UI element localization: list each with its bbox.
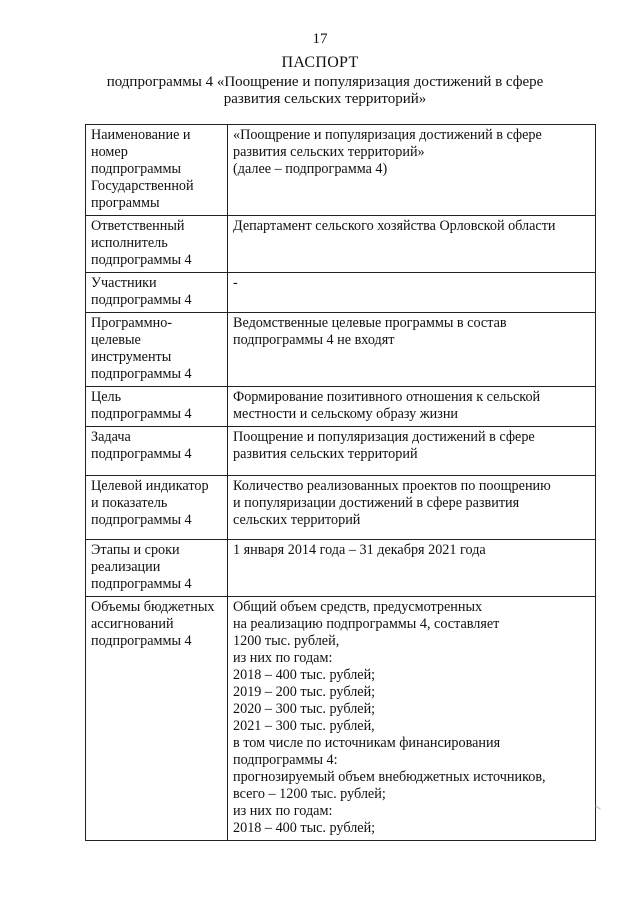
row-value-line: Общий объем средств, предусмотренных [233,599,483,615]
row-label-cell [86,273,228,313]
row-label-cell [86,387,228,427]
row-value-line: Количество реализованных проектов по поощрению [233,478,551,494]
subtitle-line: развития сельских территорий» [223,91,427,107]
row-value-cell [228,387,596,427]
row-value-line: в том числе по источникам финансирования [233,735,501,751]
row-value-line: Формирование позитивного отношения к сельской [233,389,541,405]
row-value-cell [228,216,596,273]
row-label-line: Задача [91,429,131,445]
row-label-line: Ответственный [91,218,185,234]
row-label-line: подпрограммы 4 [91,512,192,528]
row-label-line: Цель [91,389,122,405]
row-label-cell [86,125,228,216]
row-value-line: 2021 – 300 тыс. рублей, [233,718,375,734]
row-label-line: и показатель [91,495,168,511]
row-label-cell [86,427,228,476]
row-label-line: Целевой индикатор [91,478,209,494]
row-label-line: подпрограммы 4 [91,576,192,592]
row-label-line: Этапы и сроки [91,542,180,558]
row-label-cell [86,313,228,387]
page-number: 17 [312,31,328,47]
row-value-cell [228,476,596,540]
row-label-cell [86,597,228,841]
row-label-line: реализации [91,559,161,575]
row-label-line: инструменты [91,349,172,365]
row-label-line: целевые [91,332,141,348]
row-value-cell [228,427,596,476]
passport-row [86,476,596,540]
row-label-line: подпрограммы 4 [91,446,192,462]
row-label-line: Государственной [91,178,194,194]
row-label-cell [86,476,228,540]
row-label-line: подпрограммы 4 [91,252,192,268]
subtitle-line: подпрограммы 4 «Поощрение и популяризация достижений в сфере [106,74,544,90]
row-value-line: 1 января 2014 года – 31 декабря 2021 года [233,542,486,558]
row-value-line: прогнозируемый объем внебюджетных источников, [233,769,546,785]
row-label-line: ассигнований [91,616,174,632]
row-value-line: подпрограммы 4 не входят [233,332,395,348]
row-label-cell [86,540,228,597]
passport-row [86,125,596,216]
row-value-line: Ведомственные целевые программы в состав [233,315,507,331]
row-value-line: сельских территорий [233,512,361,528]
document-title: ПАСПОРТ [281,54,359,71]
row-label-line: подпрограммы [91,161,181,177]
row-value-line: из них по годам: [233,803,333,819]
row-value-line: 2019 – 200 тыс. рублей; [233,684,376,700]
row-value-cell [228,540,596,597]
row-value-line: развития сельских территорий» [233,144,425,160]
passport-row [86,313,596,387]
row-label-line: Программно- [91,315,173,331]
row-value-line: (далее – подпрограмма 4) [233,161,388,177]
row-value-cell [228,313,596,387]
passport-row [86,540,596,597]
passport-row [86,387,596,427]
row-value-line: всего – 1200 тыс. рублей; [233,786,386,802]
row-value-cell [228,597,596,841]
document-subtitle [90,74,560,108]
row-label-line: Участники [91,275,157,291]
passport-row [86,216,596,273]
row-value-line: развития сельских территорий [233,446,418,462]
row-value-line: Поощрение и популяризация достижений в сфере [233,429,535,445]
row-value-line: Департамент сельского хозяйства Орловской области [233,218,556,234]
row-value-line: «Поощрение и популяризация достижений в сфере [233,127,542,143]
row-value-line: на реализацию подпрограммы 4, составляет [233,616,500,632]
passport-row [86,273,596,313]
row-value-line: - [233,275,238,291]
row-value-line: 2020 – 300 тыс. рублей; [233,701,376,717]
row-label-cell [86,216,228,273]
row-value-line: из них по годам: [233,650,333,666]
row-value-line: подпрограммы 4: [233,752,338,768]
row-label-line: подпрограммы 4 [91,292,192,308]
scan-mark [595,805,600,809]
row-value-line: и популяризации достижений в сфере развития [233,495,520,511]
row-value-line: 1200 тыс. рублей, [233,633,340,649]
row-label-line: номер [91,144,128,160]
row-label-line: подпрограммы 4 [91,366,192,382]
row-label-line: подпрограммы 4 [91,406,192,422]
row-label-line: Наименование и [91,127,191,143]
row-value-cell [228,125,596,216]
passport-row [86,427,596,476]
row-value-cell [228,273,596,313]
row-label-line: подпрограммы 4 [91,633,192,649]
row-label-line: Объемы бюджетных [91,599,215,615]
passport-table [85,124,596,841]
passport-table-body [86,125,596,841]
row-value-line: 2018 – 400 тыс. рублей; [233,820,376,836]
row-label-line: программы [91,195,160,211]
passport-row [86,597,596,841]
row-value-line: местности и сельскому образу жизни [233,406,459,422]
row-value-line: 2018 – 400 тыс. рублей; [233,667,376,683]
row-label-line: исполнитель [91,235,168,251]
